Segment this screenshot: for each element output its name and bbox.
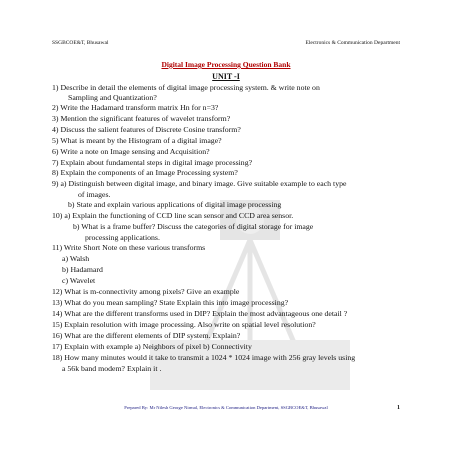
question-line: 1) Describe in detail the elements of digital image processing system. & write note on	[52, 83, 320, 92]
header-institution: SSGBCOE&T, Bhusawal	[52, 40, 109, 46]
question-line: Sampling and Quantization?	[68, 93, 157, 102]
question-line: 2) Write the Hadamard transform matrix Hn for n=3?	[52, 103, 219, 112]
question-line: 17) Explain with example a) Neighbors of pixel b) Connectivity	[52, 342, 252, 351]
document-title: Digital Image Processing Question Bank	[161, 60, 291, 69]
question-line: 3) Mention the significant features of wavelet transform?	[52, 114, 231, 123]
question-line: 4) Discuss the salient features of Discrete Cosine transform?	[52, 125, 241, 134]
page-number: 1	[397, 405, 400, 411]
question-line: b) Hadamard	[62, 265, 103, 274]
question-line: 5) What is meant by the Histogram of a digital image?	[52, 136, 222, 145]
question-line: 7) Explain about fundamental steps in digital image processing?	[52, 158, 253, 167]
question-line: of images.	[78, 190, 111, 199]
question-line: 14) What are the different transforms used in DIP? Explain the most advantageous one detail ?	[52, 309, 348, 318]
header-department: Electronics & Communication Department	[305, 40, 400, 46]
question-line: 13) What do you mean sampling? State Explain this into image processing?	[52, 298, 289, 307]
question-line: a 56k band modem? Explain it .	[62, 364, 162, 373]
question-line: processing applications.	[85, 233, 160, 242]
question-line: 10) a) Explain the functioning of CCD line scan sensor and CCD area sensor.	[52, 211, 294, 220]
question-line: 11) Write Short Note on these various transforms	[52, 243, 206, 252]
footer-credit: Prepared By: Mr Nilesh George Nirmal, Electronics & Communication Department, SSGBCOE&T, Bhusawal	[124, 405, 328, 410]
question-line: 12) What is m-connectivity among pixels? Give an example	[52, 287, 240, 296]
question-line: 15) Explain resolution with image processing. Also write on spatial level resolution?	[52, 320, 316, 329]
question-line: b) What is a frame buffer? Discuss the categories of digital storage for image	[73, 222, 314, 231]
question-line: 6) Write a note on Image sensing and Acquisition?	[52, 147, 210, 156]
question-line: 9) a) Distinguish between digital image, and binary image. Give suitable example to each type	[52, 179, 347, 188]
question-line: c) Wavelet	[62, 276, 96, 285]
question-line: 8) Explain the components of an Image Processing system?	[52, 168, 238, 177]
question-line: a) Walsh	[62, 254, 90, 263]
question-line: b) State and explain various applications of digital image processing	[68, 200, 282, 209]
question-line: 16) What are the different elements of DIP system. Explain?	[52, 331, 241, 340]
unit-heading: UNIT -I	[212, 72, 240, 81]
question-line: 18) How many minutes would it take to transmit a 1024 * 1024 image with 256 gray levels using	[52, 353, 356, 362]
